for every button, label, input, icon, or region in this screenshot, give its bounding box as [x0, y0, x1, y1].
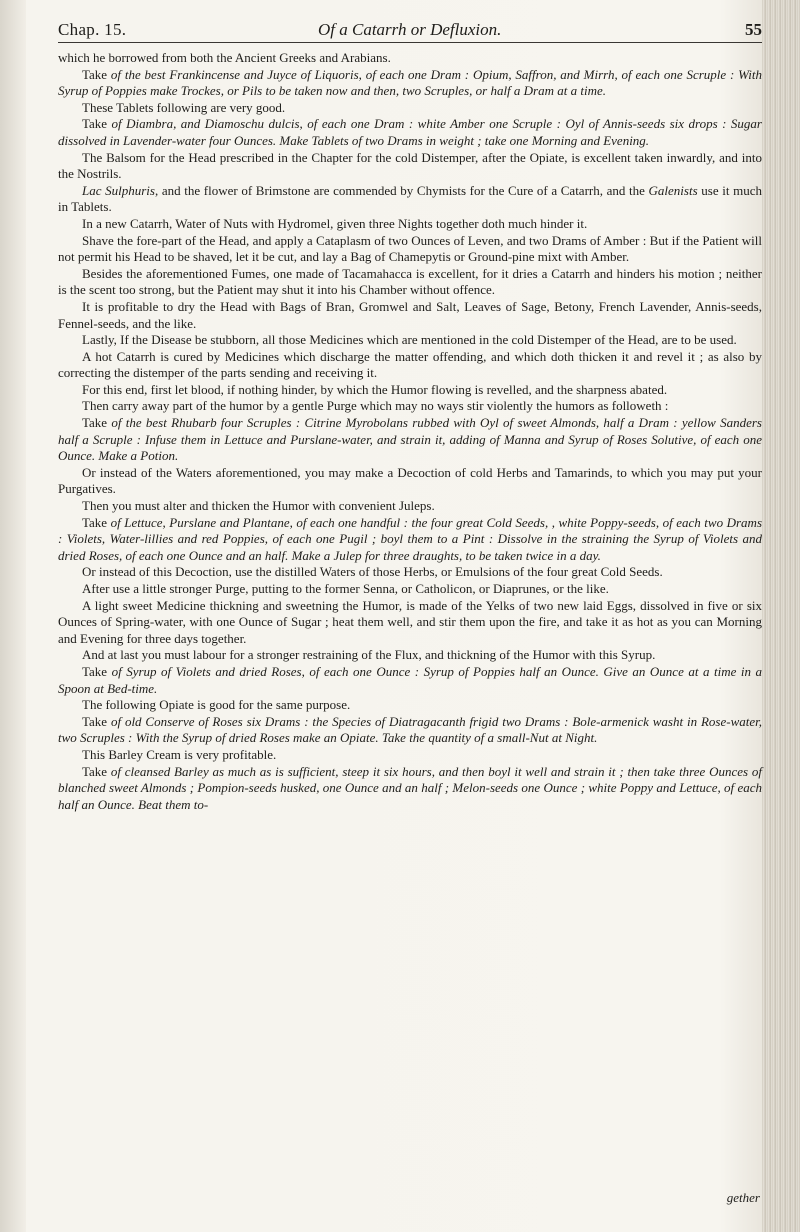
paragraph: Or instead of this Decoction, use the distilled Waters of those Herbs, or Emulsions of the four great Cold Seeds. — [82, 564, 663, 580]
paragraph: For this end, first let blood, if nothing hinder, by which the Humor flowing is revelled, and the sharpness abated. — [82, 381, 668, 397]
text-run: Take — [82, 713, 111, 729]
running-title: Of a Catarrh or Defluxion. — [318, 20, 502, 39]
page-edge-shadow — [0, 0, 26, 1232]
paragraph: These Tablets following are very good. — [82, 99, 286, 115]
italic-text: of old Conserve of Roses six Drams : the Species of Diatragacanth frigid two Drams : Bole-armenick washt in Rose-water, two Scruples : With the Syrup of dried Roses make an Opiate. Take the quantity of a small-Nut at Night. — [58, 713, 762, 746]
italic-text: of the best Rhubarb four Scruples : Citrine Myrobolans rubbed with Oyl of sweet Almonds, half a Dram : yellow Sanders half a Scruple : Infuse them in Lettuce and Purslane-water, and strain it, adding of Manna and Syrup of Roses Solutive, of each one Ounce. Make a Potion. — [58, 415, 762, 464]
italic-text: Lac Sulphuris — [82, 182, 155, 198]
paragraph — [58, 116, 762, 149]
paragraph: A light sweet Medicine thickning and sweetning the Humor, is made of the Yelks of two new laid Eggs, dissolved in five or six Ounces of Spring-water, with one Ounce of Sugar ; heat them well, and stir them upon the fire, and take it as hot as you can Morning and Evening for three days together. — [58, 597, 762, 646]
italic-text: of Diambra, and Diamoschu dulcis, of each one Dram : white Amber one Scruple : Oyl of Annis-seeds six drops : Sugar dissolved in Lavender-water four Ounces. Make Tablets of two Drams in weight ; take one Morning and Evening. — [58, 116, 762, 148]
italic-text: of the best Frankincense and Juyce of Liquoris, of each one Dram : Opium, Saffron, and Mirrh, of each one Scruple : With Syrup of Poppies make Trockes, or Pils to be taken now and then, two Scruples, or half a Dram at a time. — [58, 66, 762, 99]
paragraph: Besides the aforementioned Fumes, one made of Tacamahacca is excellent, for it dries a Catarrh and hinders his motion ; neither is the scent too strong, but the Patient may shut it into his Chamber without offence. — [58, 265, 762, 298]
paragraph: It is profitable to dry the Head with Bags of Bran, Gromwel and Salt, Leaves of Sage, Betony, French Lavender, Annis-seeds, Fennel-seeds, and the like. — [58, 298, 762, 331]
paragraph: which he borrowed from both the Ancient Greeks and Arabians. — [58, 50, 391, 65]
book-gutter — [762, 0, 800, 1232]
text-run: use it much in Tablets. — [58, 182, 762, 215]
italic-text: of Syrup of Violets and dried Roses, of each one Ounce : Syrup of Poppies half an Ounce. Give an Ounce at a time in a Spoon at Bed-time. — [58, 663, 762, 696]
paragraph — [58, 183, 762, 216]
text-run: Take — [82, 116, 112, 132]
text-run: Take — [82, 66, 111, 82]
paragraph: A hot Catarrh is cured by Medicines which discharge the matter offending, and which doth thicken it and revel it ; as also by correcting the distemper of the parts sending and receiving it. — [58, 348, 762, 381]
header-rule — [58, 42, 762, 43]
paragraph: In a new Catarrh, Water of Nuts with Hydromel, given three Nights together doth much hinder it. — [82, 215, 588, 231]
paragraph — [58, 67, 762, 100]
paragraph — [58, 714, 762, 747]
catchword: gether — [726, 1190, 760, 1205]
italic-text: of cleansed Barley as much as is sufficient, steep it six hours, and then boyl it well and strain it ; then take three Ounces of blanched sweet Almonds ; Pompion-seeds husked, one Ounce and an half ; Melon-seeds one Ounce ; white Poppy and Lettuce, of each half an Ounce. Beat them to- — [58, 763, 762, 812]
text-run: , and the flower of Brimstone are commended by Chymists for the Cure of a Catarrh, and the — [154, 182, 649, 198]
paragraph: The Balsom for the Head prescribed in the Chapter for the cold Distemper, after the Opiate, is excellent taken inwardly, and into the Nostrils. — [58, 149, 762, 182]
paragraph: Lastly, If the Disease be stubborn, all those Medicines which are mentioned in the cold Distemper of the Head, are to be used. — [82, 332, 737, 348]
text-run: Take — [82, 663, 112, 679]
paragraph — [58, 515, 762, 565]
body-text — [58, 50, 762, 813]
text-run: Take — [82, 514, 111, 530]
paragraph: Then you must alter and thicken the Humor with convenient Juleps. — [82, 498, 435, 514]
paragraph: The following Opiate is good for the same purpose. — [82, 697, 351, 713]
paragraph: Or instead of the Waters aforementioned, you may make a Decoction of cold Herbs and Tamarinds, to which you may put your Purgatives. — [58, 464, 762, 497]
paragraph — [58, 664, 762, 697]
text-run: Take — [82, 763, 111, 779]
text-run: Take — [82, 415, 112, 431]
chapter-number: Chap. 15. — [58, 20, 127, 39]
paragraph — [58, 764, 762, 814]
paragraph: Then carry away part of the humor by a gentle Purge which may no ways stir violently the humors as followeth : — [82, 398, 669, 414]
paragraph: After use a little stronger Purge, putting to the former Senna, or Catholicon, or Diaprunes, or the like. — [82, 581, 609, 596]
paragraph: Shave the fore-part of the Head, and apply a Cataplasm of two Ounces of Leven, and two Drams of Amber : But if the Patient will not permit his Head to be shaved, let it be cut, and lay a Bag of Chamepytis or Ground-pine mixt with Amber. — [58, 232, 762, 265]
paragraph: This Barley Cream is very profitable. — [82, 746, 277, 762]
italic-text: of Lettuce, Purslane and Plantane, of each one handful : the four great Cold Seeds, , white Poppy-seeds, of each two Drams : Violets, Water-lillies and red Poppies, of each one Pugil ; boyl them to a Pint : Dissolve in the straining the Syrup of Violets and dried Roses, of each one Ounce and an half. Make a Julep for three draughts, to be taken twice in a day. — [58, 514, 762, 563]
paragraph — [58, 415, 762, 465]
paragraph: And at last you must labour for a stronger restraining of the Flux, and thickning of the Humor with this Syrup. — [82, 647, 656, 663]
page-number: 55 — [745, 20, 762, 39]
italic-text: Galenists — [648, 182, 698, 198]
